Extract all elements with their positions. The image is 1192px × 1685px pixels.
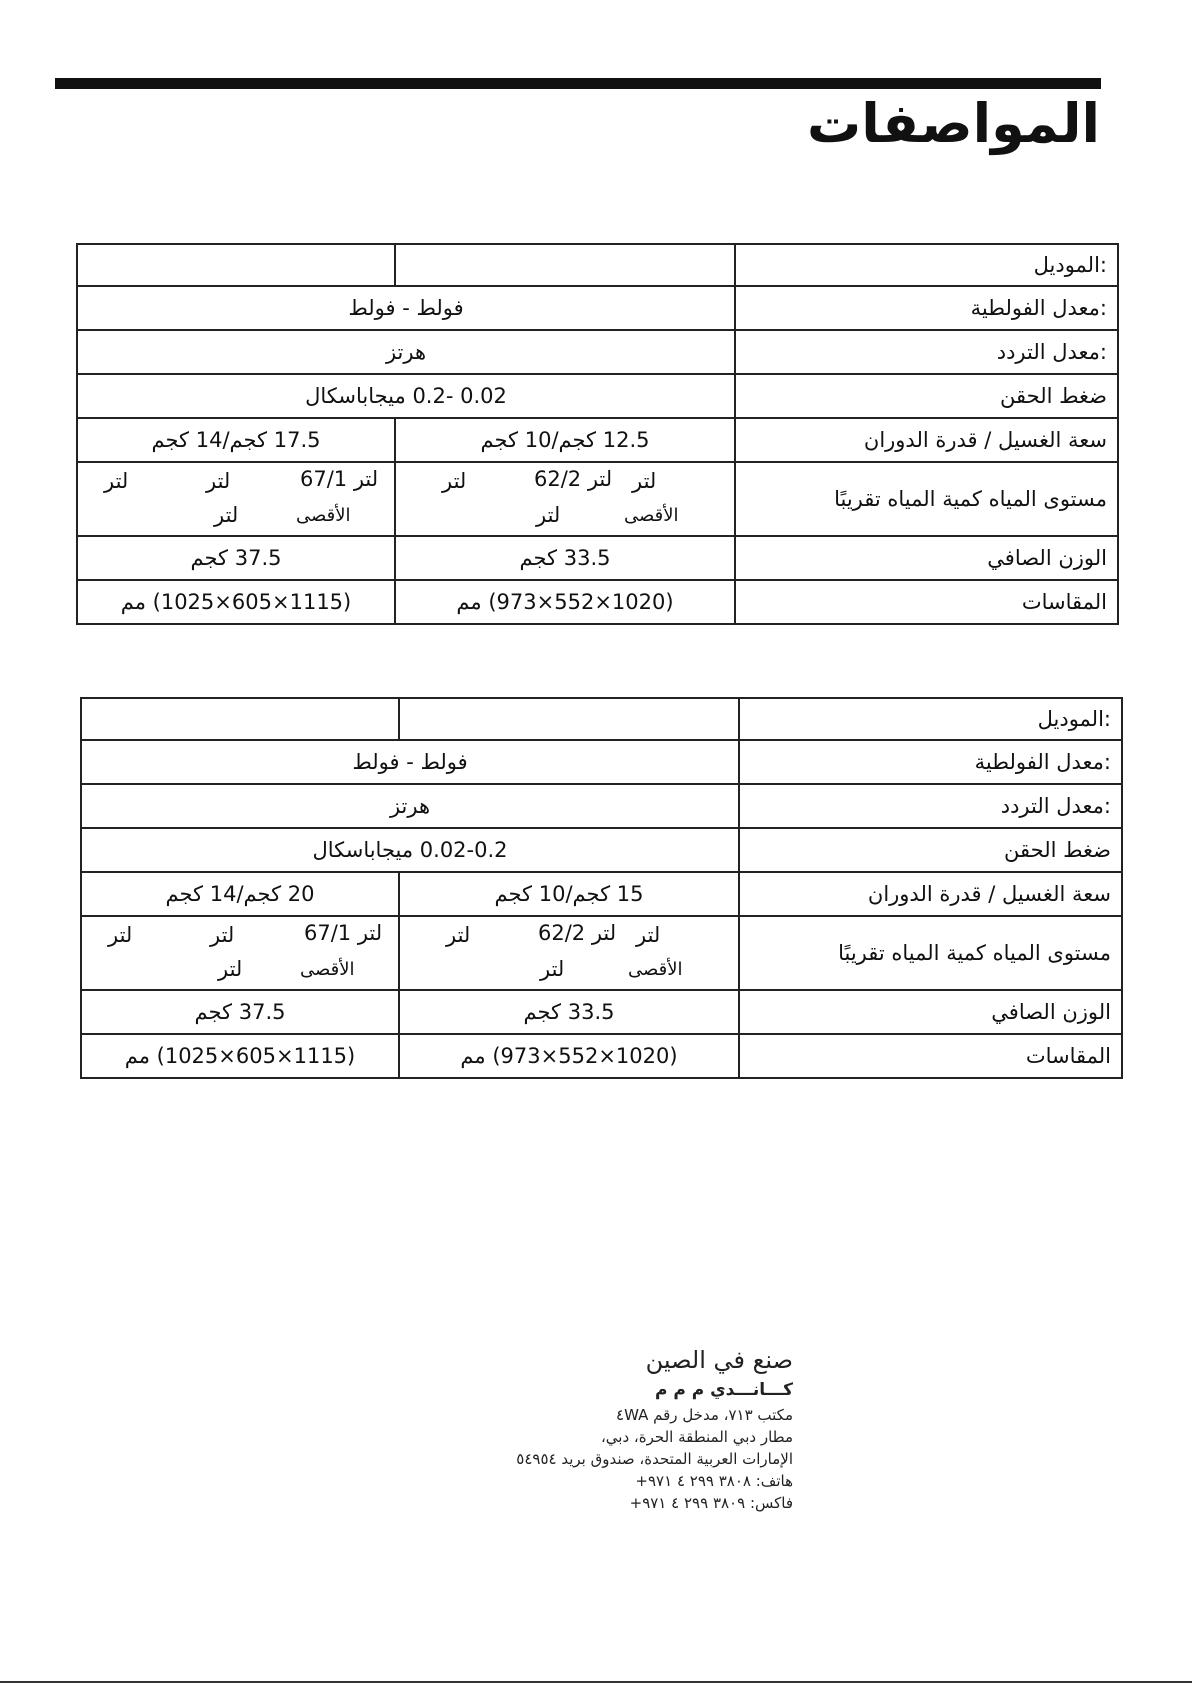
water-a-litre-1: لتر xyxy=(442,469,467,493)
frequency-value: هرتز xyxy=(77,330,735,374)
pressure-value: 0.02-0.2 ميجاباسكال xyxy=(81,828,739,872)
model-b-cell xyxy=(77,244,395,286)
capacity-b-value: 20 كجم/14 كجم xyxy=(81,872,399,916)
capacity-label: سعة الغسيل / قدرة الدوران xyxy=(735,418,1118,462)
row-weight xyxy=(81,990,1122,1034)
row-weight xyxy=(77,536,1118,580)
water-b-cell xyxy=(77,462,395,536)
row-frequency xyxy=(77,330,1118,374)
water-a-max: الأقصى xyxy=(628,959,683,980)
row-capacity xyxy=(81,872,1122,916)
water-a-litre-3: لتر xyxy=(540,957,565,981)
row-pressure xyxy=(81,828,1122,872)
made-in: صنع في الصين xyxy=(645,1346,793,1374)
water-a-value: 62/2 لتر xyxy=(538,921,617,945)
company-name: كـــانـــدي م م م xyxy=(654,1380,793,1400)
dimensions-label: المقاسات xyxy=(735,580,1118,624)
pressure-label: ضغط الحقن xyxy=(739,828,1122,872)
dimensions-b-value: (1115×605×1025) مم xyxy=(77,580,395,624)
capacity-a-value: 15 كجم/10 كجم xyxy=(399,872,739,916)
water-a-litre-1: لتر xyxy=(446,923,471,947)
water-b-litre-2: لتر xyxy=(210,923,235,947)
phone-number: هاتف: ٣٨٠٨ ٢٩٩ ٤ ٩٧١+ xyxy=(635,1472,793,1490)
water-a-litre-3: لتر xyxy=(536,503,561,527)
voltage-label: :معدل الفولطية xyxy=(735,286,1118,330)
water-b-value: 67/1 لتر xyxy=(300,467,379,491)
water-label: مستوى المياه كمية المياه تقريبًا xyxy=(735,462,1118,536)
weight-label: الوزن الصافي xyxy=(735,536,1118,580)
capacity-b-value: 17.5 كجم/14 كجم xyxy=(77,418,395,462)
model-b-cell xyxy=(81,698,399,740)
frequency-label: :معدل التردد xyxy=(739,784,1122,828)
row-voltage xyxy=(77,286,1118,330)
water-label: مستوى المياه كمية المياه تقريبًا xyxy=(739,916,1122,990)
weight-a-value: 33.5 كجم xyxy=(399,990,739,1034)
water-a-litre-2: لتر xyxy=(636,923,661,947)
water-b-litre-2: لتر xyxy=(206,469,231,493)
frequency-label: :معدل التردد xyxy=(735,330,1118,374)
dimensions-b-value: (1115×605×1025) مم xyxy=(81,1034,399,1078)
dimensions-a-value: (1020×552×973) مم xyxy=(399,1034,739,1078)
capacity-label: سعة الغسيل / قدرة الدوران xyxy=(739,872,1122,916)
dimensions-label: المقاسات xyxy=(739,1034,1122,1078)
water-b-litre-1: لتر xyxy=(108,923,133,947)
row-dimensions xyxy=(81,1034,1122,1078)
fax-number: فاكس: ٣٨٠٩ ٢٩٩ ٤ ٩٧١+ xyxy=(629,1494,793,1512)
row-voltage xyxy=(81,740,1122,784)
water-b-litre-1: لتر xyxy=(104,469,129,493)
top-rule xyxy=(55,78,1101,89)
water-b-cell xyxy=(81,916,399,990)
weight-b-value: 37.5 كجم xyxy=(81,990,399,1034)
model-label: :الموديل xyxy=(739,698,1122,740)
water-b-value: 67/1 لتر xyxy=(304,921,383,945)
water-a-cell xyxy=(399,916,739,990)
water-a-litre-2: لتر xyxy=(632,469,657,493)
bottom-rule xyxy=(0,1681,1192,1683)
row-water xyxy=(77,462,1118,536)
page-title: المواصفات xyxy=(807,92,1100,155)
address-line-2: مطار دبي المنطقة الحرة، دبي، xyxy=(600,1428,793,1446)
water-b-litre-3: لتر xyxy=(218,957,243,981)
row-water xyxy=(81,916,1122,990)
model-a-cell xyxy=(399,698,739,740)
water-b-max: الأقصى xyxy=(300,959,355,980)
address-line-3: الإمارات العربية المتحدة، صندوق بريد ٥٤٩٥٤ xyxy=(516,1450,793,1468)
water-b-litre-3: لتر xyxy=(214,503,239,527)
water-a-cell xyxy=(395,462,735,536)
weight-label: الوزن الصافي xyxy=(739,990,1122,1034)
voltage-value: فولط - فولط xyxy=(81,740,739,784)
row-pressure xyxy=(77,374,1118,418)
pressure-label: ضغط الحقن xyxy=(735,374,1118,418)
manufacturer-address xyxy=(493,1346,793,1514)
spec-table-2 xyxy=(80,697,1123,1079)
row-frequency xyxy=(81,784,1122,828)
weight-a-value: 33.5 كجم xyxy=(395,536,735,580)
voltage-value: فولط - فولط xyxy=(77,286,735,330)
row-model xyxy=(81,698,1122,740)
address-line-1: مكتب ٧١٣، مدخل رقم ٤WA xyxy=(616,1406,793,1424)
weight-b-value: 37.5 كجم xyxy=(77,536,395,580)
spec-table-1 xyxy=(76,243,1119,625)
row-model xyxy=(77,244,1118,286)
water-a-max: الأقصى xyxy=(624,505,679,526)
row-capacity xyxy=(77,418,1118,462)
model-label: :الموديل xyxy=(735,244,1118,286)
pressure-value: 0.02 -0.2 ميجاباسكال xyxy=(77,374,735,418)
voltage-label: :معدل الفولطية xyxy=(739,740,1122,784)
row-dimensions xyxy=(77,580,1118,624)
frequency-value: هرتز xyxy=(81,784,739,828)
model-a-cell xyxy=(395,244,735,286)
water-b-max: الأقصى xyxy=(296,505,351,526)
water-a-value: 62/2 لتر xyxy=(534,467,613,491)
dimensions-a-value: (1020×552×973) مم xyxy=(395,580,735,624)
capacity-a-value: 12.5 كجم/10 كجم xyxy=(395,418,735,462)
